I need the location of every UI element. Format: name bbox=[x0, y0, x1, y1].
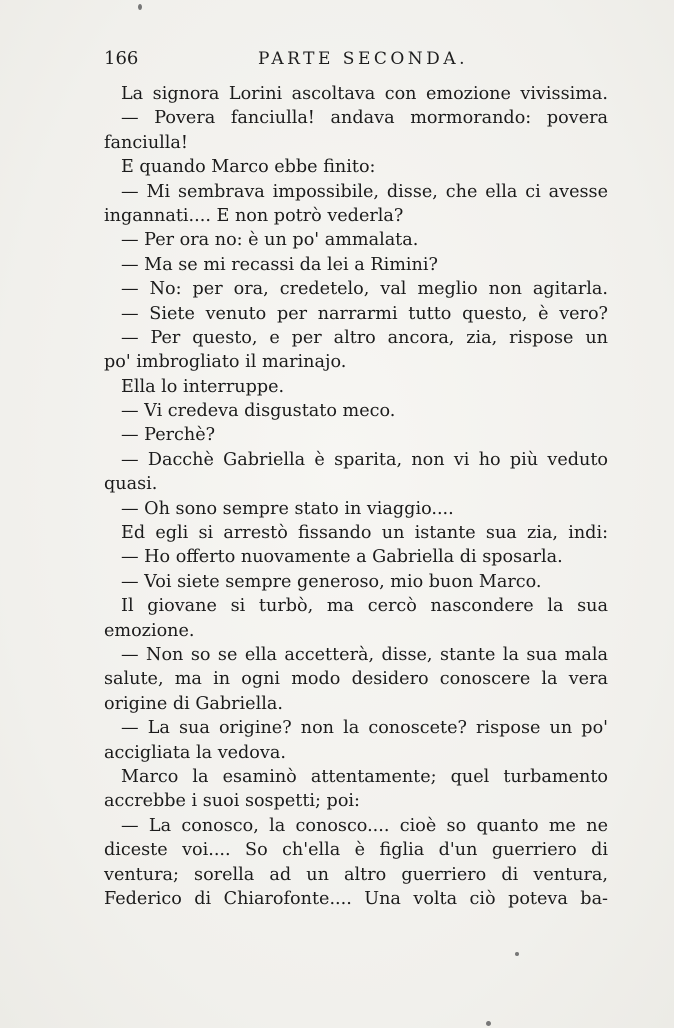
text-line: quasi. bbox=[104, 474, 158, 495]
text-line: accigliata la vedova. bbox=[104, 742, 286, 763]
text-line: — Siete venuto per narrarmi tutto questo, è vero? bbox=[121, 303, 608, 324]
text-line: — Per ora no: è un po' ammalata. bbox=[121, 230, 419, 251]
text-line: E quando Marco ebbe finito: bbox=[121, 157, 376, 178]
text-line: Marco la esaminò attentamente; quel turbamento bbox=[121, 766, 608, 787]
text-line: — Ho offerto nuovamente a Gabriella di sposarla. bbox=[121, 547, 563, 568]
text-line: ventura; sorella ad un altro guerriero di ventura, bbox=[104, 864, 608, 885]
text-line: Federico di Chiarofonte.... Una volta ciò poteva ba- bbox=[104, 888, 608, 909]
text-line: fanciulla! bbox=[104, 132, 188, 153]
ink-speck bbox=[515, 952, 519, 956]
page-number: 166 bbox=[104, 48, 139, 69]
text-line: — Dacchè Gabriella è sparita, non vi ho più veduto bbox=[121, 449, 608, 470]
text-line: — Mi sembrava impossibile, disse, che ella ci avesse bbox=[121, 181, 608, 202]
ink-speck bbox=[486, 1021, 491, 1026]
text-line: po' imbrogliato il marinajo. bbox=[104, 352, 347, 373]
text-line: — La sua origine? non la conoscete? rispose un po' bbox=[121, 718, 608, 739]
text-line: accrebbe i suoi sospetti; poi: bbox=[104, 791, 360, 812]
text-line: — Voi siete sempre generoso, mio buon Marco. bbox=[121, 571, 542, 592]
text-line: emozione. bbox=[104, 620, 195, 641]
page-header bbox=[104, 48, 608, 74]
text-line: ingannati.... E non potrò vederla? bbox=[104, 205, 404, 226]
text-line: — Perchè? bbox=[121, 425, 216, 446]
text-line: salute, ma in ogni modo desidero conoscere la vera bbox=[104, 669, 608, 690]
ink-speck bbox=[138, 4, 142, 10]
text-line: — No: per ora, credetelo, val meglio non agitarla. bbox=[121, 279, 608, 300]
text-line: — Per questo, e per altro ancora, zia, rispose un bbox=[121, 327, 608, 348]
text-line: — La conosco, la conosco.... cioè so quanto me ne bbox=[121, 815, 608, 836]
text-line: Ella lo interruppe. bbox=[121, 376, 285, 397]
text-line: — Povera fanciulla! andava mormorando: povera bbox=[121, 108, 608, 129]
text-line: Ed egli si arrestò fissando un istante sua zia, indi: bbox=[121, 523, 608, 544]
text-line: origine di Gabriella. bbox=[104, 693, 283, 714]
running-head: PARTE SECONDA. bbox=[258, 49, 468, 69]
text-line: — Non so se ella accetterà, disse, stante la sua mala bbox=[121, 644, 608, 665]
text-line: — Oh sono sempre stato in viaggio.... bbox=[121, 498, 454, 519]
text-line: — Vi credeva disgustato meco. bbox=[121, 401, 396, 422]
text-line: La signora Lorini ascoltava con emozione vivissima. bbox=[121, 84, 608, 104]
body-text bbox=[104, 82, 608, 911]
text-line: diceste voi.... So ch'ella è figlia d'un guerriero di bbox=[104, 840, 608, 861]
text-line: — Ma se mi recassi da lei a Rimini? bbox=[121, 254, 438, 275]
text-line: Il giovane si turbò, ma cercò nascondere la sua bbox=[121, 596, 608, 617]
